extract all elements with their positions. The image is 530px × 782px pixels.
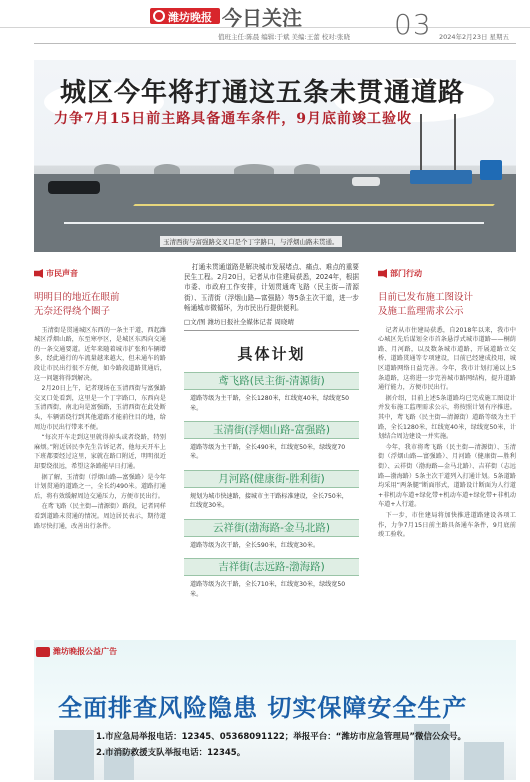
plan-item xyxy=(184,372,359,413)
ad-tag: 潍坊晚报公益广告 xyxy=(36,646,117,657)
paper-logo xyxy=(150,8,220,24)
paragraph: 玉清街是贯通城区东西的一条主干道，西起潍城区浮烟山路，东至寒亭区，是城区东西向交通的一条交通要道。近年来随着城市扩张和车辆增多，经此通行的车流量越来越大，但未通车的路段让市民出行很不方便，如今路段道路贯通后，这一问题将得到解决。 xyxy=(34,326,166,382)
section-tag: 市民声音 xyxy=(34,268,166,279)
plan-title: 具体计划 xyxy=(237,345,306,364)
paper-name: 潍坊晚报 xyxy=(168,11,212,24)
column-body xyxy=(378,326,516,540)
car xyxy=(352,177,380,186)
left-column xyxy=(34,268,166,532)
logo-icon xyxy=(36,647,50,657)
logo-mark-icon xyxy=(153,10,165,22)
right-column xyxy=(378,268,516,541)
road-description: 道路等级为主干路，全长490米，红线宽50米，绿线宽70米。 xyxy=(190,443,346,461)
road-name: 鸢飞路(民主街-清源街) xyxy=(184,372,359,390)
paragraph: 据了解，玉清街（浮烟山路—富强路）是今年计划贯通的道路之一，全长约490米。道路打通后，将有效缓解周边交通压力，方便市民出行。 xyxy=(34,473,166,500)
paragraph: 下一步，市住建局将加快推进道路建设各项工作，力争7月15日前主路具备通车条件，9月底前竣工验收。 xyxy=(378,512,516,539)
section-tag: 部门行动 xyxy=(378,268,516,279)
column-title: 明明目的地近在眼前 无奈还得绕个圈子 xyxy=(34,292,120,318)
bus xyxy=(410,170,472,184)
issue-date: 2024年2月23日 星期五 xyxy=(439,33,510,41)
paragraph: 今年，我市将鸢飞路（民主街—清源街）、玉清街（浮烟山路—富强路）、月河路（健康街—胜利街）、云祥街（渤海路—金马北路）、吉祥街（志远路—渤海路）5条主次干道列入打通计划。5条道路均采用“两条腿”断面形式，道路设计断面为人行道+非机动车道+绿化带+机动车道+绿化带+非机动车道+人行道。 xyxy=(378,443,516,509)
column-body xyxy=(34,326,166,532)
road-name: 玉清街(浮烟山路-富强路) xyxy=(184,421,359,439)
paragraph: 在鸢飞路（民主街—清源街）路段，记者同样看到道路未贯通的情况。周边居民表示，期待道路尽快打通，改善出行条件。 xyxy=(34,503,166,530)
megaphone-icon xyxy=(34,269,43,278)
road-name: 云祥街(渤海路-金马北路) xyxy=(184,519,359,537)
car xyxy=(48,181,100,194)
byline: □文/图 潍坊日报社全媒体记者 周晓晴 xyxy=(184,318,294,327)
ad-line: 1.市应急局举报电话：12345、05368091122；举报平台：“潍坊市应急管理局”微信公众号。 xyxy=(96,732,466,742)
road-description: 道路等级为主干路，全长1280米，红线宽40米，绿线宽50米。 xyxy=(190,395,349,412)
article-intro: 打通未贯通道路是解决城市发展堵点、痛点、难点的重要民生工程。2月20日，记者从市住建局获悉，2024年，根据市委、市政府工作安排，计划贯通鸢飞路（民主街—清源街）、玉清街（浮烟山路—富强路）等5条主次干道，进一步畅通城市微循环，为市民出行提供便利。 xyxy=(184,263,359,312)
road-name: 吉祥街(志远路-渤海路) xyxy=(184,558,359,576)
ad-line: 2.市消防救援支队举报电话：12345。 xyxy=(96,748,246,758)
road-description: 道路等级为次干路，全长590米，红线宽30米。 xyxy=(190,541,320,549)
megaphone-icon xyxy=(378,269,387,278)
plan-item xyxy=(184,421,359,462)
section-title: 今日关注 xyxy=(222,6,302,30)
ad-title: 全面排查风险隐患 切实保障安全生产 xyxy=(58,693,468,722)
road-sign-icon xyxy=(480,160,502,180)
road-name: 月河路(健康街-胜利街) xyxy=(184,470,359,488)
plan-item xyxy=(184,558,359,599)
paragraph: 2月20日上午，记者现场在玉清西街与富强路交叉口处看到，这里是一个丁字路口，东西向是玉清西街，南北向是富强路，玉清西街在此处断头，车辆需绕行到其他道路才能前往目的地，给周边市民出行带来不便。 xyxy=(34,385,166,431)
paragraph: 记者从市住建局获悉，自2018年以来，我市中心城区先后谋划全市首条悬浮式城市道路——桐荫路、月河路，以及数条城市道路，开展道路立交桥、道路贯通等专项建设，目前已经建成投用，城区道路网络日益完善。今年，我市计划打通以上5条道路，这将进一步完善城市路网结构，提升道路通行能力，方便市民出行。 xyxy=(378,326,516,392)
plan-item xyxy=(184,470,359,511)
page-number: 03 xyxy=(394,8,432,41)
center-column xyxy=(184,262,359,599)
photo-caption: 玉清西街与富强路交叉口是个丁字路口，与浮烟山路未贯通。 xyxy=(160,236,342,247)
column-title: 目前已发布施工图设计 及施工监理需求公示 xyxy=(378,292,474,318)
subheadline: 力争7月15日前主路具备通车条件，9月底前竣工验收 xyxy=(54,111,412,127)
road-description: 道路等级为次干路，全长710米，红线宽30米，绿线宽50米。 xyxy=(190,581,346,598)
header-divider xyxy=(34,43,516,44)
editor-credits: 值班主任:陈晨 编辑:于斌 美编:王蕾 校对:张晓 xyxy=(218,33,350,41)
plan-item xyxy=(184,519,359,550)
divider xyxy=(184,330,359,331)
road-description: 规划为城市快速路，接城市主干路标准建设，全长750米，红线宽30米。 xyxy=(190,492,348,510)
headline: 城区今年将打通这五条未贯通道路 xyxy=(60,78,466,108)
paragraph: 据介绍，目前上述5条道路均已完成施工图设计并发布施工监理需求公示，将按照计划有序推进。其中，鸢飞路（民主街—清源街）道路等级为主干路，全长1280米，红线宽40米，绿线宽50米，计划结合周边建设一并实施。 xyxy=(378,394,516,441)
paragraph: “每次开车走到这里就得掉头或者绕路，特别麻烦。”附近居民李先生告诉记者，他每天开车上下班都要经过这里，家就在路口附近，明明很近却要绕很远，希望这条路能早日打通。 xyxy=(34,434,166,471)
